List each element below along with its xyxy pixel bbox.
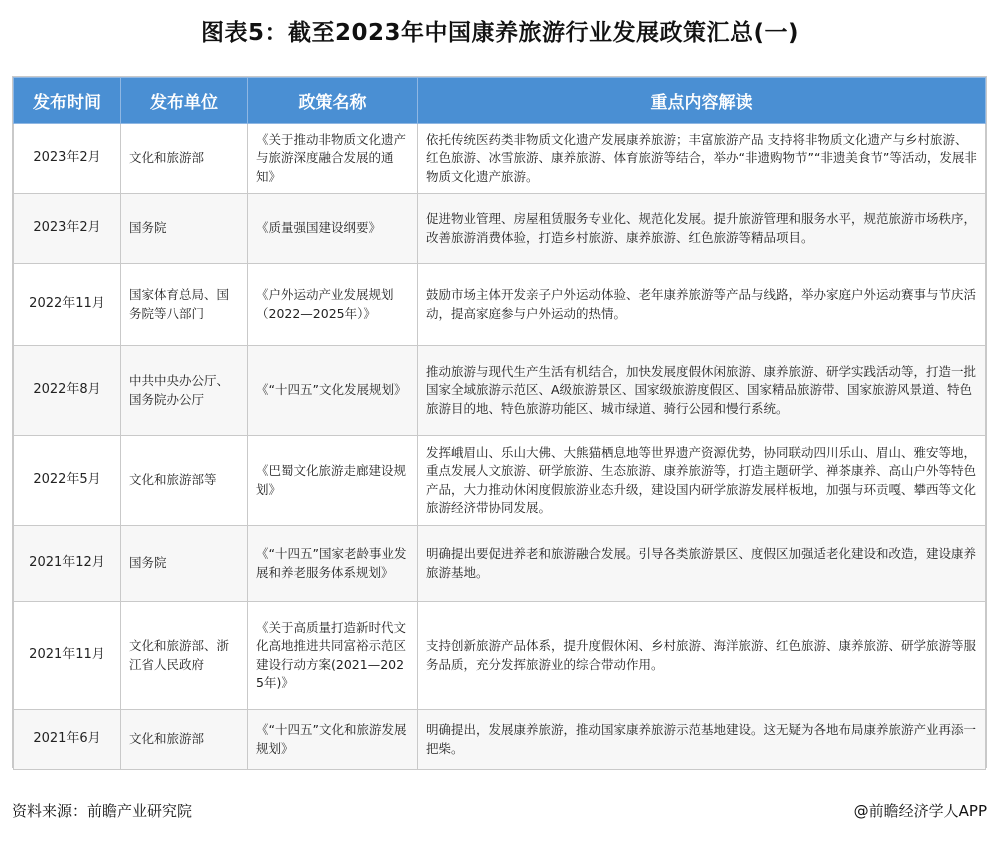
cell-date: 2021年12月 bbox=[14, 526, 121, 602]
table-row bbox=[14, 264, 986, 346]
cell-date: 2022年5月 bbox=[14, 436, 121, 526]
cell-key-content: 明确提出，发展康养旅游，推动国家康养旅游示范基地建设。这无疑为各地布局康养旅游产业再添一把柴。 bbox=[418, 710, 986, 770]
table-row bbox=[14, 710, 986, 770]
table-row bbox=[14, 436, 986, 526]
cell-policy-name: 《关于推动非物质文化遗产与旅游深度融合发展的通知》 bbox=[248, 124, 418, 194]
cell-unit: 文化和旅游部 bbox=[121, 124, 248, 194]
cell-unit: 文化和旅游部、浙江省人民政府 bbox=[121, 602, 248, 710]
cell-unit: 国家体育总局、国务院等八部门 bbox=[121, 264, 248, 346]
cell-date: 2023年2月 bbox=[14, 194, 121, 264]
table-row bbox=[14, 346, 986, 436]
cell-key-content: 促进物业管理、房屋租赁服务专业化、规范化发展。提升旅游管理和服务水平，规范旅游市场秩序，改善旅游消费体验，打造乡村旅游、康养旅游、红色旅游等精品项目。 bbox=[418, 194, 986, 264]
cell-unit: 国务院 bbox=[121, 194, 248, 264]
policy-table bbox=[13, 77, 986, 770]
cell-policy-name: 《户外运动产业发展规划（2022—2025年）》 bbox=[248, 264, 418, 346]
cell-unit: 文化和旅游部 bbox=[121, 710, 248, 770]
cell-unit: 国务院 bbox=[121, 526, 248, 602]
source-note: 资料来源：前瞻产业研究院 bbox=[12, 802, 193, 820]
cell-policy-name: 《“十四五”文化和旅游发展规划》 bbox=[248, 710, 418, 770]
cell-date: 2022年11月 bbox=[14, 264, 121, 346]
cell-policy-name: 《巴蜀文化旅游走廊建设规划》 bbox=[248, 436, 418, 526]
cell-date: 2022年8月 bbox=[14, 346, 121, 436]
cell-unit: 文化和旅游部等 bbox=[121, 436, 248, 526]
policy-table-container bbox=[12, 76, 987, 768]
cell-key-content: 鼓励市场主体开发亲子户外运动体验、老年康养旅游等产品与线路，举办家庭户外运动赛事与节庆活动，提高家庭参与户外运动的热情。 bbox=[418, 264, 986, 346]
table-header-row bbox=[14, 78, 986, 124]
cell-date: 2021年11月 bbox=[14, 602, 121, 710]
chart-title: 图表5：截至2023年中国康养旅游行业发展政策汇总(一) bbox=[200, 20, 800, 46]
cell-policy-name: 《“十四五”文化发展规划》 bbox=[248, 346, 418, 436]
table-row bbox=[14, 602, 986, 710]
cell-policy-name: 《“十四五”国家老龄事业发展和养老服务体系规划》 bbox=[248, 526, 418, 602]
cell-policy-name: 《关于高质量打造新时代文化高地推进共同富裕示范区建设行动方案(2021—2025年)》 bbox=[248, 602, 418, 710]
header-date: 发布时间 bbox=[14, 78, 121, 124]
cell-key-content: 明确提出要促进养老和旅游融合发展。引导各类旅游景区、度假区加强适老化建设和改造，建设康养旅游基地。 bbox=[418, 526, 986, 602]
header-policy-name: 政策名称 bbox=[248, 78, 418, 124]
cell-key-content: 发挥峨眉山、乐山大佛、大熊猫栖息地等世界遗产资源优势，协同联动四川乐山、眉山、雅安等地，重点发展人文旅游、研学旅游、生态旅游、康养旅游等，打造主题研学、禅茶康养、高山户外等特色产品，大力推动休闲度假旅游业态升级，建设国内研学旅游发展样板地，加强与环贡嘎、攀西等文化旅游经济带协同发展。 bbox=[418, 436, 986, 526]
table-row bbox=[14, 194, 986, 264]
footer bbox=[12, 800, 987, 822]
table-row bbox=[14, 526, 986, 602]
app-credit: @前瞻经济学人APP bbox=[853, 802, 987, 820]
cell-date: 2021年6月 bbox=[14, 710, 121, 770]
cell-key-content: 推动旅游与现代生产生活有机结合，加快发展度假休闲旅游、康养旅游、研学实践活动等，打造一批国家全域旅游示范区、A级旅游景区、国家级旅游度假区、国家精品旅游带、国家旅游风景道、特色旅游目的地、特色旅游功能区、城市绿道、骑行公园和慢行系统。 bbox=[418, 346, 986, 436]
cell-unit: 中共中央办公厅、国务院办公厅 bbox=[121, 346, 248, 436]
cell-key-content: 依托传统医药类非物质文化遗产发展康养旅游；丰富旅游产品 支持将非物质文化遗产与乡村旅游、红色旅游、冰雪旅游、康养旅游、体育旅游等结合，举办“非遗购物节”“非遗美食节”等活动，发展非物质文化遗产旅游。 bbox=[418, 124, 986, 194]
header-unit: 发布单位 bbox=[121, 78, 248, 124]
cell-date: 2023年2月 bbox=[14, 124, 121, 194]
table-row bbox=[14, 124, 986, 194]
cell-key-content: 支持创新旅游产品体系，提升度假休闲、乡村旅游、海洋旅游、红色旅游、康养旅游、研学旅游等服务品质，充分发挥旅游业的综合带动作用。 bbox=[418, 602, 986, 710]
cell-policy-name: 《质量强国建设纲要》 bbox=[248, 194, 418, 264]
header-key-content: 重点内容解读 bbox=[418, 78, 986, 124]
